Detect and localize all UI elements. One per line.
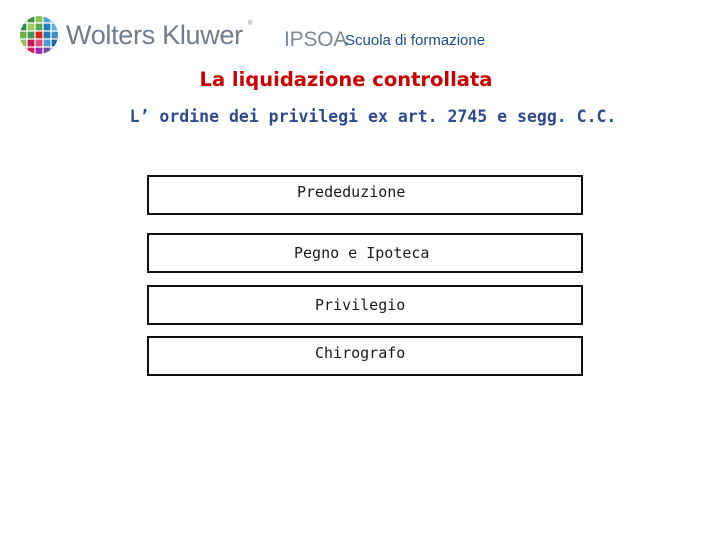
trademark-symbol: ®	[248, 21, 253, 27]
division-tagline: Scuola di formazione	[345, 32, 486, 49]
slide-title: La liquidazione controllata	[199, 68, 493, 91]
brand-name: Wolters Kluwer	[66, 20, 243, 50]
privilege-box-prededuzione	[147, 175, 583, 215]
box-label: Pegno e Ipoteca	[294, 244, 430, 262]
privilege-box-pegno-ipoteca	[147, 233, 583, 273]
box-label: Privilegio	[315, 296, 406, 314]
mosaic-globe-icon	[19, 15, 59, 55]
division-name: IPSOA	[284, 28, 348, 51]
box-label: Prededuzione	[297, 183, 406, 201]
privilege-box-privilegio	[147, 285, 583, 325]
privilege-box-chirografo	[147, 336, 583, 376]
box-label: Chirografo	[315, 344, 406, 362]
slide-subtitle: L’ ordine dei privilegi ex art. 2745 e segg. C.C.	[129, 107, 617, 126]
header	[0, 0, 720, 70]
